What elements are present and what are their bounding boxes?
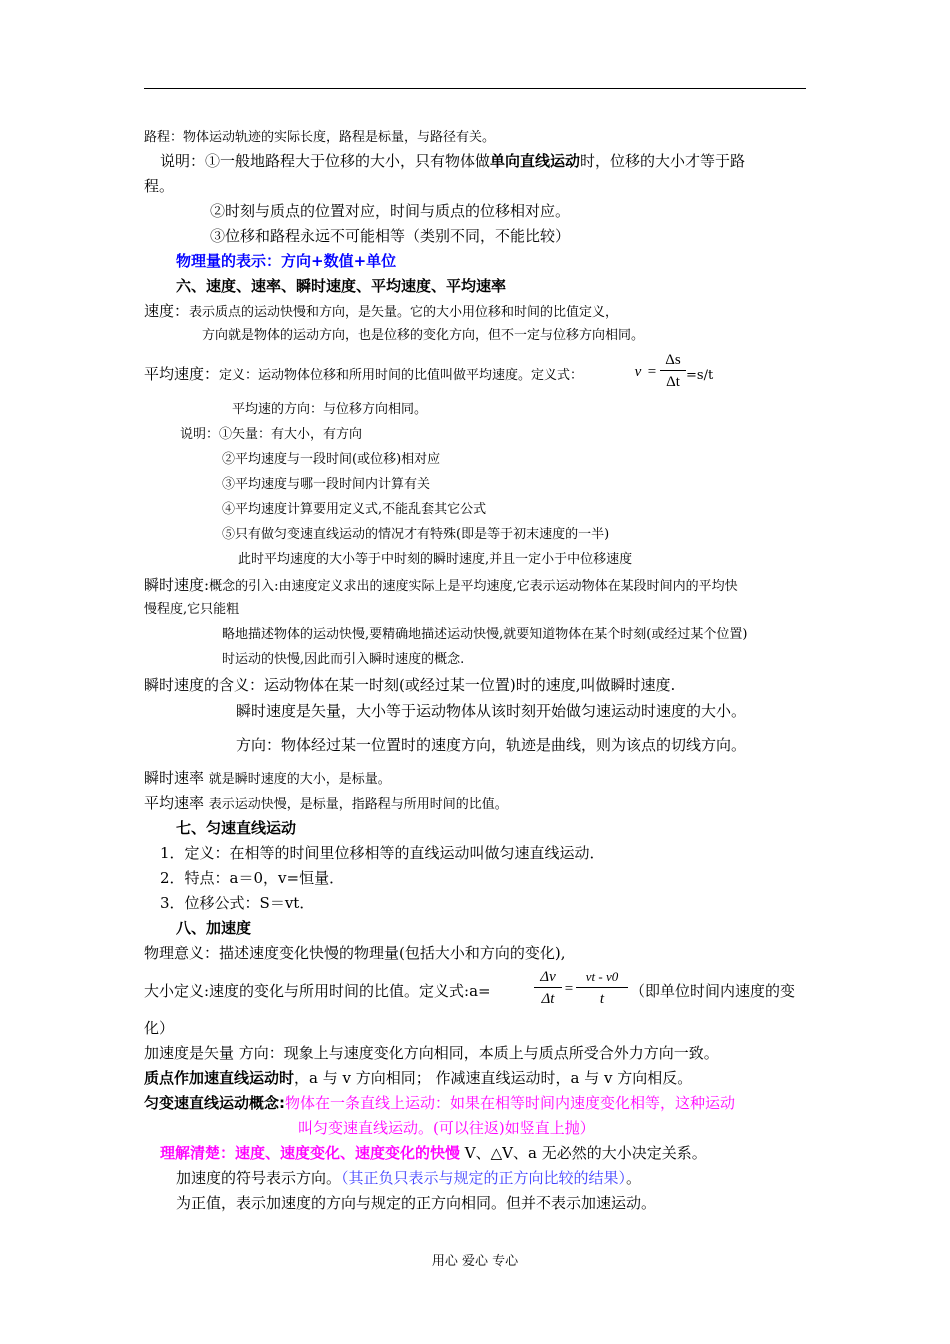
line-note-1: 说明：①一般地路程大于位移的大小，只有物体做单向直线运动时，位移的大小才等于路 <box>160 152 746 170</box>
line-uniform-accel-concept-cont: 叫匀变速直线运动。(可以往返)如竖直上抛） <box>298 1119 595 1137</box>
line-quantity-representation: 物理量的表示：方向+数值+单位 <box>176 252 397 270</box>
heading-section-8: 八、加速度 <box>176 919 252 937</box>
fraction-denominator: Δt <box>660 370 686 393</box>
line-uniform-def: 1．定义：在相等的时间里位移相等的直线运动叫做匀速直线运动． <box>160 844 605 862</box>
line-avg-note-3: ③平均速度与哪一段时间内计算有关 <box>222 477 431 492</box>
line-average-velocity: 平均速度：定义：运动物体位移和所用时间的比值叫做平均速度。定义式： <box>144 365 584 383</box>
line-avg-note-5-cont: 此时平均速度的大小等于中时刻的瞬时速度,并且一定小于中位移速度 <box>238 552 633 567</box>
header-rule <box>144 88 806 89</box>
line-uniform-formula: 3．位移公式：S＝vt． <box>160 894 315 912</box>
line-accel-direction: 质点作加速直线运动时，a 与 v 方向相同； 作减速直线运动时，a 与 v 方向相反。 <box>144 1069 693 1087</box>
line-understand: 理解清楚：速度、速度变化、速度变化的快慢 V、△V、a 无必然的大小决定关系。 <box>160 1144 707 1162</box>
line-instantaneous-intro: 瞬时速度:概念的引入:由速度定义求出的速度实际上是平均速度,它表示运动物体在某段时间内的平均快 <box>144 576 738 594</box>
line-avg-note-1: 说明：①矢量：有大小，有方向 <box>180 427 363 442</box>
line-instantaneous-intro-4: 时运动的快慢,因此而引入瞬时速度的概念. <box>222 652 465 667</box>
line-avg-note-2: ②平均速度与一段时间(或位移)相对应 <box>222 452 441 467</box>
fraction-numerator: Δv <box>540 969 556 985</box>
formula-equals: = <box>647 364 657 380</box>
line-accel-def-cont: 化） <box>144 1019 175 1037</box>
line-note-2: ②时刻与质点的位置对应，时间与质点的位移相对应。 <box>210 202 571 220</box>
line-average-speed: 平均速率 表示运动快慢，是标量，指路程与所用时间的比值。 <box>144 794 508 812</box>
line-accel-positive: 为正值，表示加速度的方向与规定的正方向相同。但并不表示加速运动。 <box>176 1194 657 1212</box>
line-instantaneous-intro-3: 略地描述物体的运动快慢,要精确地描述运动快慢,就要知道物体在某个时刻(或经过某个位置) <box>222 627 748 642</box>
formula-vbar: v <box>634 364 642 380</box>
line-note-3: ③位移和路程永远不可能相等（类别不同，不能比较） <box>210 227 571 245</box>
line-instantaneous-speed: 瞬时速率 就是瞬时速度的大小，是标量。 <box>144 769 391 787</box>
line-note-1-cont: 程。 <box>144 177 175 195</box>
formula-vt-v0-t <box>576 967 628 1010</box>
fraction-numerator: vt - v0 <box>585 969 619 984</box>
line-velocity-def: 速度：表示质点的运动快慢和方向，是矢量。它的大小用位移和时间的比值定义， <box>144 302 619 320</box>
line-avg-note-4: ④平均速度计算要用定义式,不能乱套其它公式 <box>222 502 487 517</box>
line-accel-vector: 加速度是矢量 方向：现象上与速度变化方向相同，本质上与质点所受合外力方向一致。 <box>144 1044 719 1062</box>
page-footer: 用心 爱心 专心 <box>431 1254 519 1269</box>
formula-tail: =s/t <box>686 368 714 383</box>
line-accel-meaning: 物理意义：描述速度变化快慢的物理量(包括大小和方向的变化), <box>144 944 566 962</box>
formula-equals-2: = <box>564 981 574 997</box>
line-instantaneous-direction: 方向：物体经过某一位置时的速度方向，轨迹是曲线，则为该点的切线方向。 <box>236 736 747 754</box>
line-avg-note-5: ⑤只有做匀变速直线运动的情况才有特殊(即是等于初末速度的一半) <box>222 527 610 542</box>
line-accel-def-tail: （即单位时间内速度的变 <box>630 982 796 1000</box>
line-uniform-accel-concept: 匀变速直线运动概念:物体在一条直线上运动：如果在相等时间内速度变化相等，这种运动 <box>144 1094 736 1112</box>
heading-section-7: 七、匀速直线运动 <box>176 819 297 837</box>
line-instantaneous-vector: 瞬时速度是矢量，大小等于运动物体从该时刻开始做匀速运动时速度的大小。 <box>236 702 747 720</box>
line-accel-def: 大小定义:速度的变化与所用时间的比值。定义式:a= <box>144 982 491 1000</box>
line-instantaneous-intro-2: 慢程度,它只能粗 <box>144 602 240 617</box>
line-instantaneous-meaning: 瞬时速度的含义：运动物体在某一时刻(或经过某一位置)时的速度,叫做瞬时速度. <box>144 676 676 694</box>
line-uniform-feature: 2．特点：a＝0，v=恒量． <box>160 869 345 887</box>
fraction-denominator: t <box>576 987 628 1010</box>
formula-avg-velocity-fraction <box>660 350 686 393</box>
fraction-denominator: Δt <box>534 987 562 1010</box>
line-path-def: 路程：物体运动轨迹的实际长度，路程是标量，与路径有关。 <box>144 130 496 145</box>
line-accel-sign: 加速度的符号表示方向。（其正负只表示与规定的正方向比较的结果）。 <box>176 1169 642 1187</box>
line-avg-direction: 平均速的方向：与位移方向相同。 <box>232 402 428 417</box>
heading-section-6: 六、速度、速率、瞬时速度、平均速度、平均速率 <box>176 277 507 295</box>
formula-dv-dt <box>534 967 562 1010</box>
fraction-numerator: Δs <box>665 352 681 368</box>
line-velocity-direction: 方向就是物体的运动方向，也是位移的变化方向，但不一定与位移方向相同。 <box>202 328 645 343</box>
